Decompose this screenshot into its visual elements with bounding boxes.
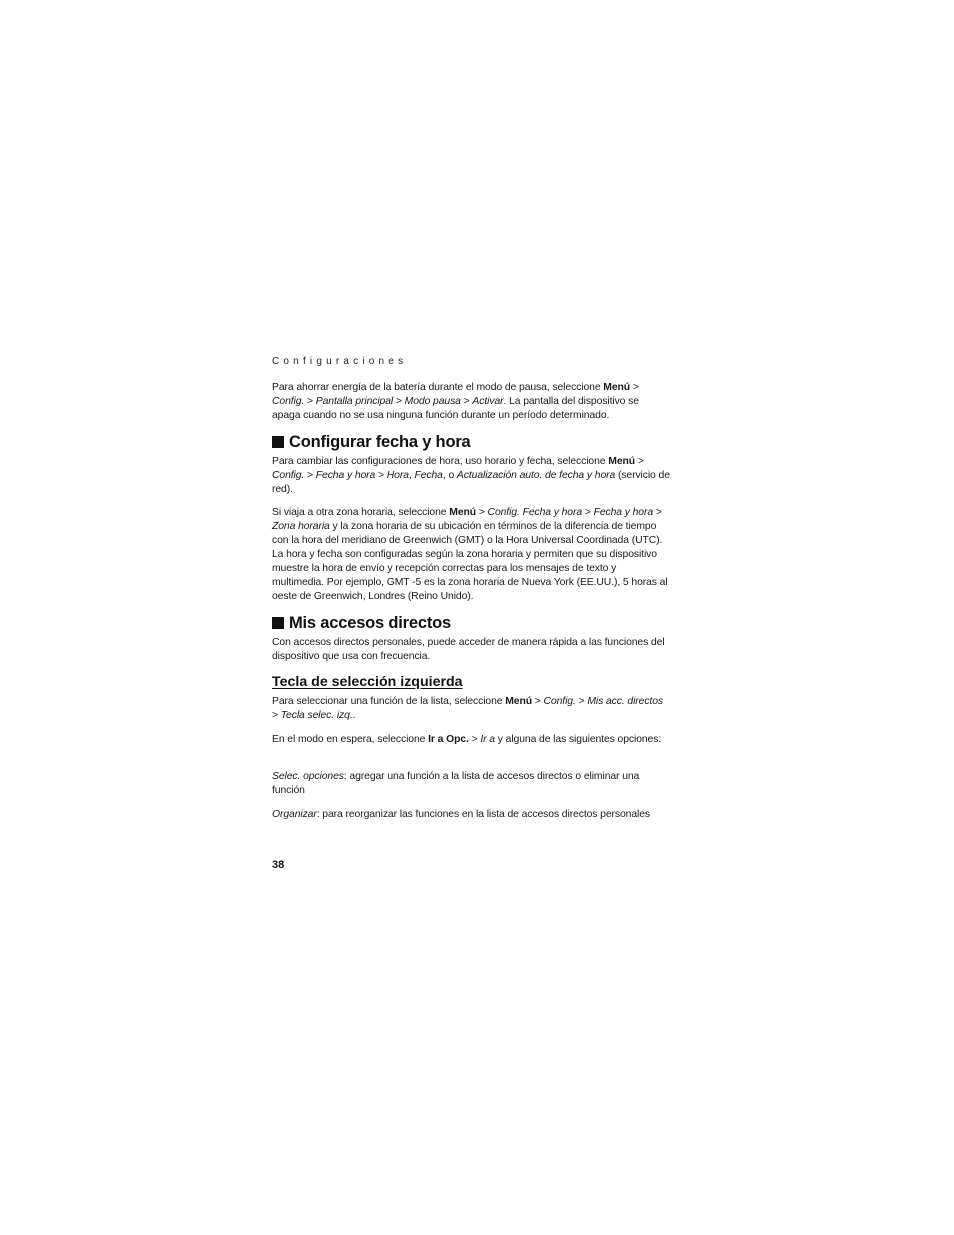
text-run: > xyxy=(476,507,488,518)
menu-path-item: Selec. opciones xyxy=(272,771,344,782)
menu-path-item: Modo pausa xyxy=(404,396,461,407)
text-run: > xyxy=(272,710,281,721)
running-header: Configuraciones xyxy=(272,356,408,367)
menu-path-item: Fecha xyxy=(414,470,443,481)
menu-path-item: Config. xyxy=(272,396,305,407)
menu-keyword: Menú xyxy=(603,382,631,393)
subsection-title: Tecla de selección izquierda xyxy=(272,674,463,690)
menu-keyword: Menú xyxy=(505,696,532,707)
text-run: , o xyxy=(442,470,457,481)
text-run: : agregar una función a la lista de accesos directos o eliminar una función xyxy=(272,771,640,796)
text-run: En el modo en espera, seleccione xyxy=(272,734,429,745)
text-run: y la zona horaria de su ubicación en términos de la diferencia de tiempo con la hora del meridiano de Greenwich (GMT) o la Hora Universal Coordinada (UTC). La hora y fecha son configuradas según la zona horaria y permiten que su dispositivo muestre la hora de envío y recepción correctas para los mensajes de texto y multimedia. Por ejemplo, GMT -5 es la zona horaria de Nueva York (EE.UU.), 5 horas al oeste de Greenwich, Londres (Reino Unido). xyxy=(272,521,668,602)
menu-path-item: Activar xyxy=(472,396,504,407)
menu-keyword: Menú xyxy=(608,456,635,467)
text-run: > xyxy=(393,396,405,407)
text-run: > xyxy=(468,734,481,745)
text-run: , xyxy=(408,470,415,481)
section-title-text: Configurar fecha y hora xyxy=(289,433,471,451)
accesos-paragraph-2 xyxy=(272,695,670,723)
section-bullet-icon xyxy=(272,617,284,629)
text-run: Para seleccionar una función de la lista, seleccione xyxy=(272,696,506,707)
text-run: > xyxy=(375,470,387,481)
text-run: (servicio de red). xyxy=(272,470,670,495)
text-run: > xyxy=(630,382,639,393)
section-bullet-icon xyxy=(272,436,284,448)
menu-path-item: Config. xyxy=(543,696,576,707)
text-run: > xyxy=(304,396,316,407)
text-run: > xyxy=(582,507,594,518)
menu-path-item: Zona horaria xyxy=(272,521,330,532)
menu-path-item: Organizar xyxy=(272,809,317,820)
option-selec-opciones xyxy=(272,770,670,798)
menu-path-item: Config. xyxy=(272,470,305,481)
accesos-paragraph-3 xyxy=(272,733,670,747)
text-run: y alguna de las siguientes opciones: xyxy=(494,734,662,745)
option-organizar xyxy=(272,808,670,822)
menu-path-item: Ir a xyxy=(480,734,495,745)
menu-path-item: Hora xyxy=(386,470,409,481)
fecha-hora-paragraph-2 xyxy=(272,506,670,604)
text-run: . xyxy=(352,710,356,721)
menu-path-item: Pantalla principal xyxy=(315,396,394,407)
section-title-fecha-hora xyxy=(272,432,471,452)
text-run: > xyxy=(653,507,662,518)
text-run: Si viaja a otra zona horaria, seleccione xyxy=(272,507,450,518)
text-run: > xyxy=(460,396,473,407)
text-run: > xyxy=(635,456,644,467)
text-run: Con accesos directos personales, puede acceder de manera rápida a las funciones del dispositivo que usa con frecuencia. xyxy=(272,637,665,662)
menu-path-item: Mis acc. directos xyxy=(587,696,663,707)
text-run: Para ahorrar energía de la batería durante el modo de pausa, seleccione xyxy=(272,382,604,393)
text-run: . La pantalla del dispositivo se apaga cuando no se usa ninguna función durante un período determinado. xyxy=(272,396,639,421)
menu-path-item: Fecha y hora xyxy=(522,507,583,518)
menu-path-item: Actualización auto. de fecha y hora xyxy=(456,470,616,481)
text-run: Para cambiar las configuraciones de hora, uso horario y fecha, seleccione xyxy=(272,456,609,467)
accesos-paragraph-1 xyxy=(272,636,670,664)
text-run: > xyxy=(575,696,588,707)
section-title-text: Mis accesos directos xyxy=(289,614,451,632)
fecha-hora-paragraph-1 xyxy=(272,455,670,497)
page-number: 38 xyxy=(272,859,285,871)
section-title-accesos xyxy=(272,613,451,633)
menu-keyword: Menú xyxy=(449,507,476,518)
text-run: : para reorganizar las funciones en la lista de accesos directos personales xyxy=(316,809,651,820)
menu-keyword: Ir a Opc. xyxy=(428,734,469,745)
menu-path-item: Fecha y hora xyxy=(315,470,376,481)
intro-paragraph xyxy=(272,381,670,423)
text-run: > xyxy=(531,696,544,707)
menu-path-item: Fecha y hora xyxy=(593,507,654,518)
text-run: > xyxy=(304,470,316,481)
menu-path-item: Config. xyxy=(487,507,520,518)
menu-path-item: Tecla selec. izq. xyxy=(280,710,353,721)
